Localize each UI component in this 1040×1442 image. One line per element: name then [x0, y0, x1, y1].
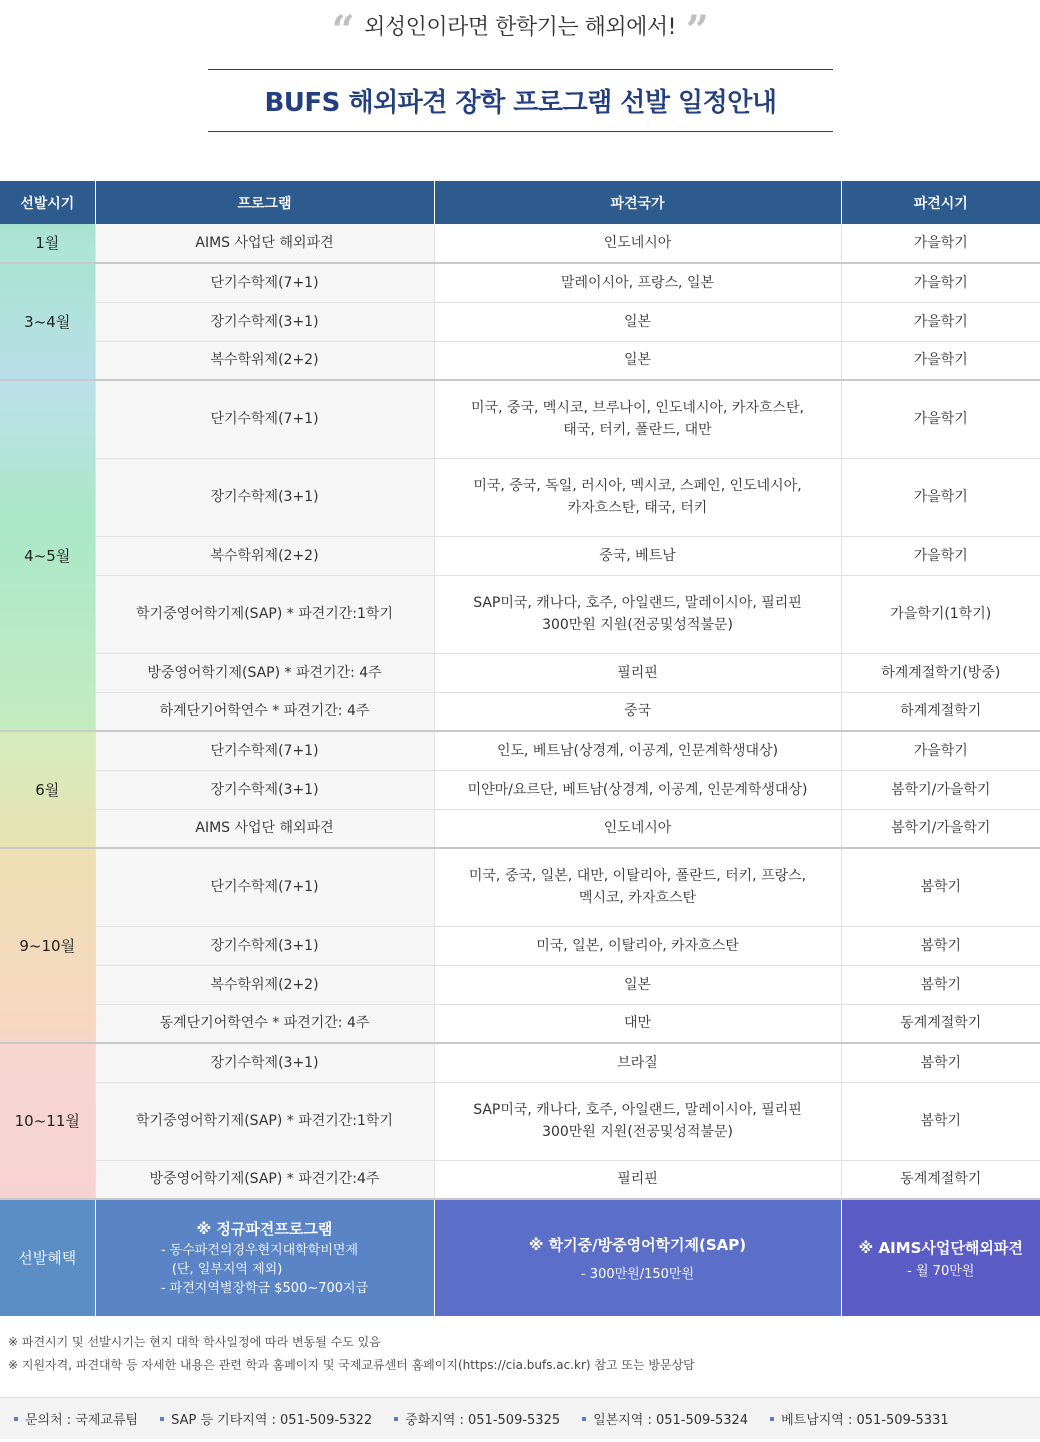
table-row — [0, 458, 1040, 536]
header-time: 파견시기 — [841, 181, 1040, 224]
country-cell — [434, 575, 841, 653]
note-item: ※ 파견시기 및 선발시기는 현지 대학 학사일정에 따라 변동될 수도 있음 — [8, 1335, 381, 1349]
time-cell: 동계계절학기 — [841, 1004, 1040, 1043]
contact-text: SAP 등 기타지역 : 051-509-5322 — [171, 1413, 373, 1428]
bullet-icon — [160, 1417, 164, 1421]
country-cell: 미얀마/요르단, 베트남(상경계, 이공계, 인문계학생대상) — [434, 770, 841, 809]
program-cell: 장기수학제(3+1) — [95, 1043, 434, 1082]
table-row — [0, 575, 1040, 653]
contact-item — [582, 1409, 748, 1428]
contact-text: 베트남지역 : 051-509-5331 — [781, 1413, 949, 1428]
time-cell: 봄학기 — [841, 965, 1040, 1004]
open-quote-icon: “ — [331, 7, 355, 54]
table-row — [0, 302, 1040, 341]
country-line: 미국, 중국, 멕시코, 브루나이, 인도네시아, 카자흐스탄, — [471, 400, 804, 417]
country-cell: 인도, 베트남(상경계, 이공계, 인문계학생대상) — [434, 731, 841, 770]
country-line: 미국, 중국, 독일, 러시아, 멕시코, 스페인, 인도네시아, — [473, 478, 802, 494]
table-row — [0, 380, 1040, 458]
table-row — [0, 1004, 1040, 1043]
close-quote-icon: ” — [685, 7, 709, 54]
period-cell: 6월 — [0, 731, 95, 848]
country-line: 300만원 지원(전공및성적불문) — [542, 617, 733, 633]
benefit-line: - 파견지역별장학금 $500~700지급 — [160, 1281, 369, 1296]
country-cell: 말레이시아, 프랑스, 일본 — [434, 263, 841, 302]
table-row — [0, 965, 1040, 1004]
program-cell: AIMS 사업단 해외파견 — [95, 224, 434, 263]
program-cell: 방중영어학기제(SAP) * 파견기간:4주 — [95, 1160, 434, 1199]
header-period: 선발시기 — [0, 181, 95, 224]
country-line: SAP미국, 캐나다, 호주, 아일랜드, 말레이시아, 필리핀 — [473, 595, 802, 611]
benefit-sap — [434, 1199, 841, 1316]
slogan — [0, 7, 1040, 54]
country-line: 멕시코, 카자흐스탄 — [578, 890, 697, 907]
country-cell: 중국, 베트남 — [434, 536, 841, 575]
contact-bar — [0, 1397, 1040, 1439]
country-cell: 중국 — [434, 692, 841, 731]
benefit-regular — [95, 1199, 434, 1316]
benefit-sap-title: ※ 학기중/방중영어학기제(SAP) — [528, 1235, 747, 1254]
table-row — [0, 731, 1040, 770]
benefit-aims-title: ※ AIMS사업단해외파견 — [858, 1238, 1023, 1257]
country-line: 미국, 중국, 일본, 대만, 이탈리아, 폴란드, 터키, 프랑스, — [468, 868, 807, 885]
country-cell — [434, 458, 841, 536]
time-cell: 가을학기 — [841, 302, 1040, 341]
period-cell: 3~4월 — [0, 263, 95, 380]
table-row — [0, 809, 1040, 848]
table-row — [0, 770, 1040, 809]
country-cell: 필리핀 — [434, 653, 841, 692]
program-cell: 장기수학제(3+1) — [95, 926, 434, 965]
time-cell: 봄학기/가을학기 — [841, 809, 1040, 848]
program-cell: 학기중영어학기제(SAP) * 파견기간:1학기 — [95, 1082, 434, 1160]
program-cell: 단기수학제(7+1) — [95, 848, 434, 926]
title-box — [208, 69, 833, 132]
benefit-line: - 월 70만원 — [907, 1263, 975, 1279]
table-row — [0, 1160, 1040, 1199]
period-cell: 4~5월 — [0, 380, 95, 731]
time-cell: 가을학기 — [841, 536, 1040, 575]
time-cell: 가을학기 — [841, 731, 1040, 770]
country-cell: 인도네시아 — [434, 809, 841, 848]
contact-item — [770, 1409, 949, 1428]
time-cell: 가을학기 — [841, 263, 1040, 302]
table-row — [0, 1043, 1040, 1082]
bullet-icon — [14, 1417, 18, 1421]
time-cell: 봄학기 — [841, 848, 1040, 926]
country-cell: 인도네시아 — [434, 224, 841, 263]
program-cell: 하계단기어학연수 * 파견기간: 4주 — [95, 692, 434, 731]
program-cell: 복수학위제(2+2) — [95, 341, 434, 380]
time-cell: 하계계절학기 — [841, 692, 1040, 731]
schedule-table — [0, 181, 1040, 1316]
program-cell: 방중영어학기제(SAP) * 파견기간: 4주 — [95, 653, 434, 692]
table-row — [0, 848, 1040, 926]
country-cell: 일본 — [434, 341, 841, 380]
table-header-row — [0, 181, 1040, 224]
contact-item — [14, 1409, 138, 1428]
time-cell: 봄학기 — [841, 1082, 1040, 1160]
time-cell: 가을학기 — [841, 458, 1040, 536]
program-cell: 단기수학제(7+1) — [95, 263, 434, 302]
time-cell: 가을학기(1학기) — [841, 575, 1040, 653]
header-country: 파견국가 — [434, 181, 841, 224]
bullet-icon — [582, 1417, 586, 1421]
table-row — [0, 926, 1040, 965]
program-cell: 단기수학제(7+1) — [95, 731, 434, 770]
table-row — [0, 263, 1040, 302]
country-cell: 미국, 일본, 이탈리아, 카자흐스탄 — [434, 926, 841, 965]
time-cell: 봄학기 — [841, 926, 1040, 965]
time-cell: 가을학기 — [841, 224, 1040, 263]
country-cell: 필리핀 — [434, 1160, 841, 1199]
table-row — [0, 341, 1040, 380]
program-cell: 단기수학제(7+1) — [95, 380, 434, 458]
benefit-line: (단, 일부지역 제외) — [171, 1262, 283, 1277]
country-line: 카자흐스탄, 태국, 터키 — [567, 500, 708, 516]
program-cell: 복수학위제(2+2) — [95, 536, 434, 575]
bullet-icon — [394, 1417, 398, 1421]
time-cell: 가을학기 — [841, 380, 1040, 458]
period-cell: 9~10월 — [0, 848, 95, 1043]
contact-item — [160, 1409, 372, 1428]
program-cell: 학기중영어학기제(SAP) * 파견기간:1학기 — [95, 575, 434, 653]
country-cell — [434, 1082, 841, 1160]
table-row — [0, 224, 1040, 263]
benefit-aims — [841, 1199, 1040, 1316]
table-row — [0, 536, 1040, 575]
page-header — [0, 0, 1040, 140]
program-cell: AIMS 사업단 해외파견 — [95, 809, 434, 848]
period-cell: 1월 — [0, 224, 95, 263]
time-cell: 봄학기/가을학기 — [841, 770, 1040, 809]
country-line: 300만원 지원(전공및성적불문) — [542, 1124, 733, 1140]
country-cell: 브라질 — [434, 1043, 841, 1082]
country-line: SAP미국, 캐나다, 호주, 아일랜드, 말레이시아, 필리핀 — [473, 1102, 802, 1118]
note-item: ※ 지원자격, 파견대학 등 자세한 내용은 관련 학과 홈페이지 및 국제교류센터 홈페이지(https://cia.bufs.ac.kr) 참고 또는 방문상담 — [8, 1358, 695, 1372]
country-line: 태국, 터키, 폴란드, 대만 — [563, 422, 712, 439]
time-cell: 봄학기 — [841, 1043, 1040, 1082]
benefit-regular-lines — [161, 1241, 368, 1298]
country-cell — [434, 380, 841, 458]
benefit-regular-title: ※ 정규파견프로그램 — [196, 1220, 333, 1238]
country-cell: 대만 — [434, 1004, 841, 1043]
contact-text: 일본지역 : 051-509-5324 — [593, 1413, 749, 1428]
program-cell: 장기수학제(3+1) — [95, 770, 434, 809]
benefit-line: - 동수파견의경우현지대학학비면제 — [160, 1243, 359, 1258]
table-row — [0, 692, 1040, 731]
time-cell: 가을학기 — [841, 341, 1040, 380]
table-row — [0, 653, 1040, 692]
country-cell: 일본 — [434, 302, 841, 341]
notes — [8, 1331, 695, 1377]
header-program: 프로그램 — [95, 181, 434, 224]
benefit-row — [0, 1199, 1040, 1316]
contact-text: 중화지역 : 051-509-5325 — [405, 1413, 561, 1428]
program-cell: 동계단기어학연수 * 파견기간: 4주 — [95, 1004, 434, 1043]
program-cell: 장기수학제(3+1) — [95, 458, 434, 536]
time-cell: 하계계절학기(방중) — [841, 653, 1040, 692]
contact-text: 문의처 : 국제교류팀 — [25, 1413, 139, 1428]
table-row — [0, 1082, 1040, 1160]
contact-item — [394, 1409, 560, 1428]
program-cell: 복수학위제(2+2) — [95, 965, 434, 1004]
benefit-label: 선발혜택 — [0, 1199, 95, 1316]
country-cell — [434, 848, 841, 926]
time-cell: 동계계절학기 — [841, 1160, 1040, 1199]
page-title: BUFS 해외파견 장학 프로그램 선발 일정안내 — [264, 88, 777, 118]
country-cell: 일본 — [434, 965, 841, 1004]
program-cell: 장기수학제(3+1) — [95, 302, 434, 341]
benefit-line: - 300만원/150만원 — [580, 1266, 695, 1282]
period-cell: 10~11월 — [0, 1043, 95, 1199]
bullet-icon — [770, 1417, 774, 1421]
slogan-text: 외성인이라면 한학기는 해외에서! — [364, 15, 676, 40]
